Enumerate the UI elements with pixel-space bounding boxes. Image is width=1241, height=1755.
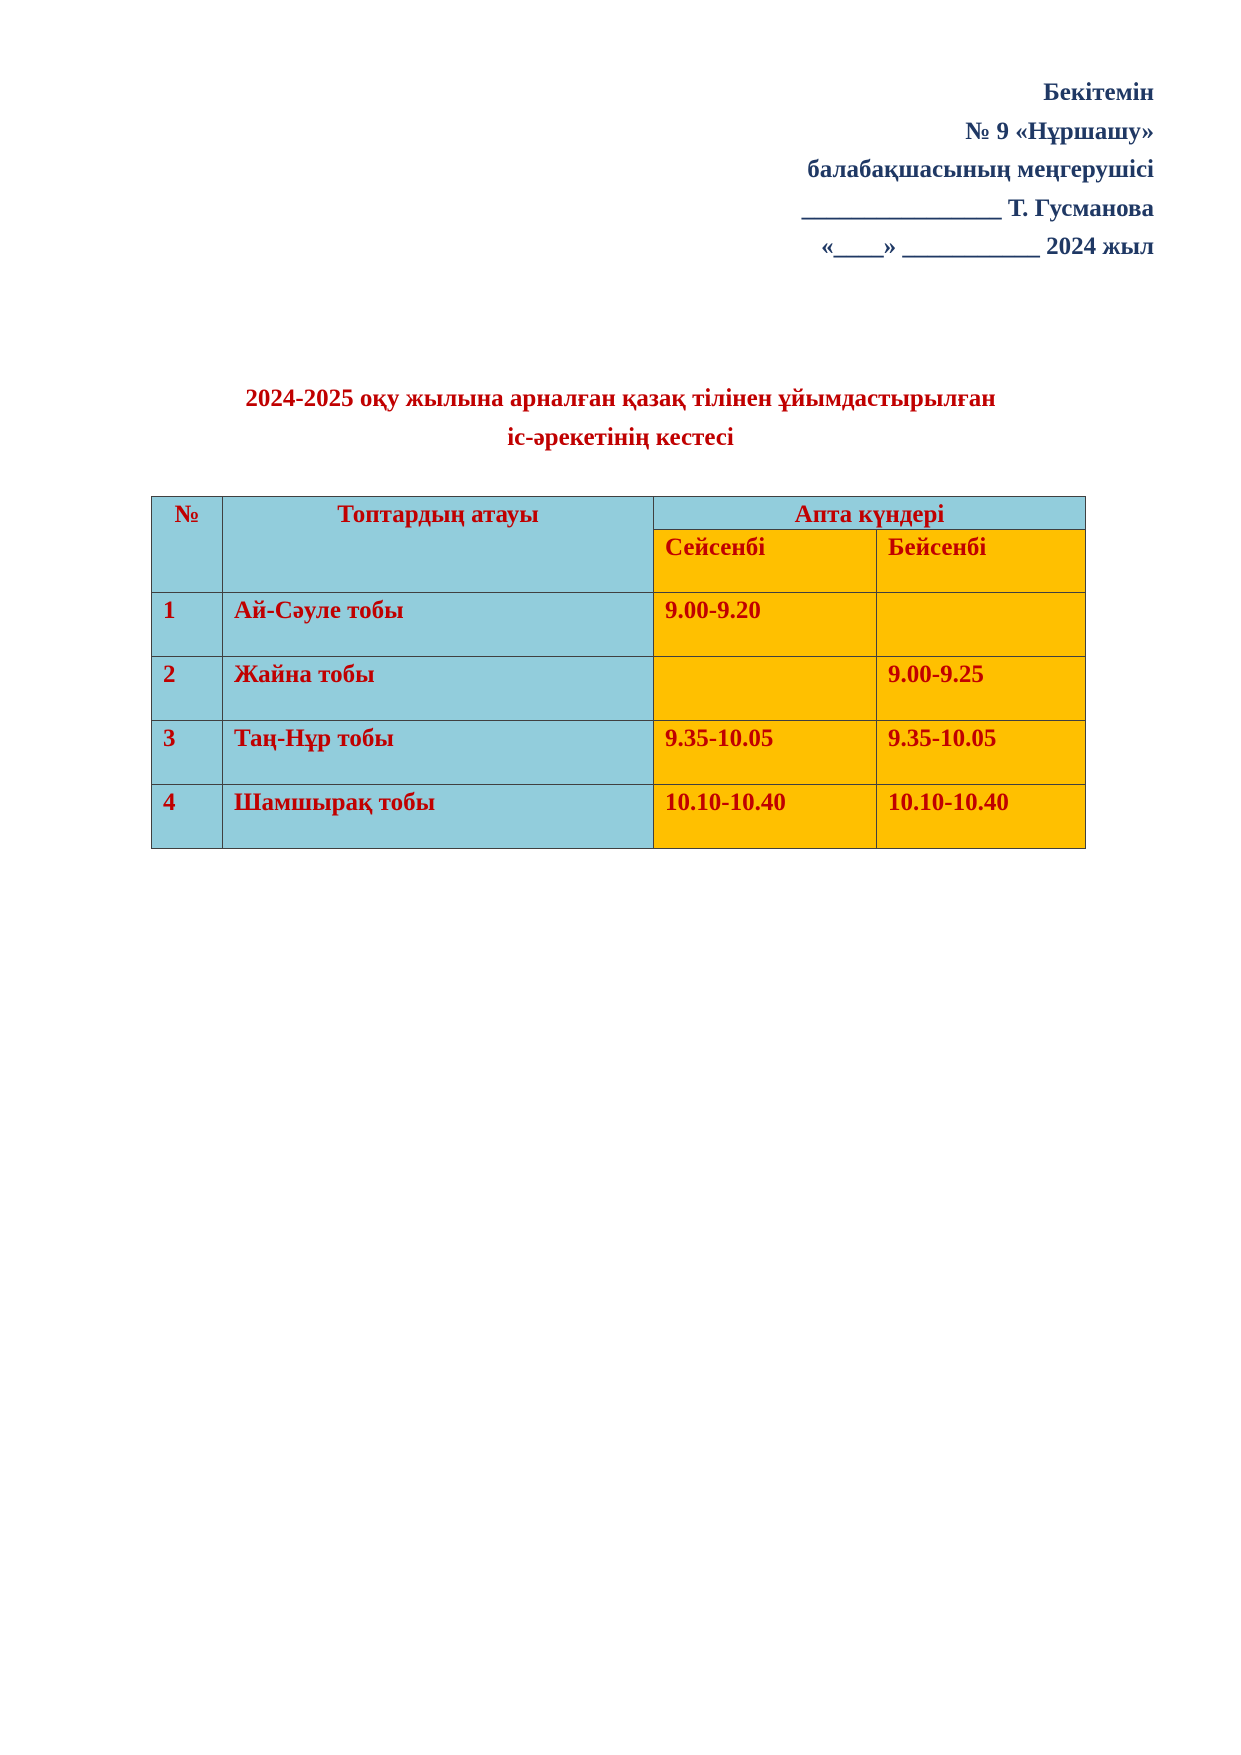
row-group-name: Жайна тобы <box>223 657 654 721</box>
row-group-name: Таң-Нұр тобы <box>223 721 654 785</box>
row-tuesday-time <box>654 657 877 721</box>
row-number: 1 <box>152 593 223 657</box>
approval-line-position: балабақшасының меңгерушісі <box>807 156 1154 183</box>
document-title-line-2: іс-әрекетінің кестесі <box>507 424 734 451</box>
row-group-name: Ай-Сәуле тобы <box>223 593 654 657</box>
table-row <box>152 657 1086 721</box>
row-thursday-time <box>877 593 1086 657</box>
header-weekdays: Апта күндері <box>654 497 1086 530</box>
row-group-name: Шамшырақ тобы <box>223 785 654 849</box>
row-thursday-time: 9.35-10.05 <box>877 721 1086 785</box>
approval-line-date: «____» ___________ 2024 жыл <box>821 233 1154 260</box>
row-tuesday-time: 9.00-9.20 <box>654 593 877 657</box>
row-thursday-time: 9.00-9.25 <box>877 657 1086 721</box>
header-tuesday: Сейсенбі <box>654 530 877 593</box>
row-tuesday-time: 10.10-10.40 <box>654 785 877 849</box>
header-thursday: Бейсенбі <box>877 530 1086 593</box>
header-number: № <box>152 497 223 593</box>
document-title-line-1: 2024-2025 оқу жылына арналған қазақ тілінен ұйымдастырылған <box>245 385 996 412</box>
approval-line-signature: ________________ Т. Гусманова <box>801 194 1154 222</box>
header-row <box>152 497 1086 530</box>
approval-line-kindergarten: № 9 «Нұршашу» <box>965 117 1154 145</box>
schedule-table <box>151 496 1086 849</box>
row-number: 2 <box>152 657 223 721</box>
table-row <box>152 593 1086 657</box>
table-row <box>152 721 1086 785</box>
approval-block <box>802 74 1154 267</box>
document-title <box>0 379 1241 457</box>
row-number: 4 <box>152 785 223 849</box>
approval-line-approve: Бекітемін <box>1043 79 1154 106</box>
row-number: 3 <box>152 721 223 785</box>
row-thursday-time: 10.10-10.40 <box>877 785 1086 849</box>
row-tuesday-time: 9.35-10.05 <box>654 721 877 785</box>
table-row <box>152 785 1086 849</box>
header-group-name: Топтардың атауы <box>223 497 654 593</box>
